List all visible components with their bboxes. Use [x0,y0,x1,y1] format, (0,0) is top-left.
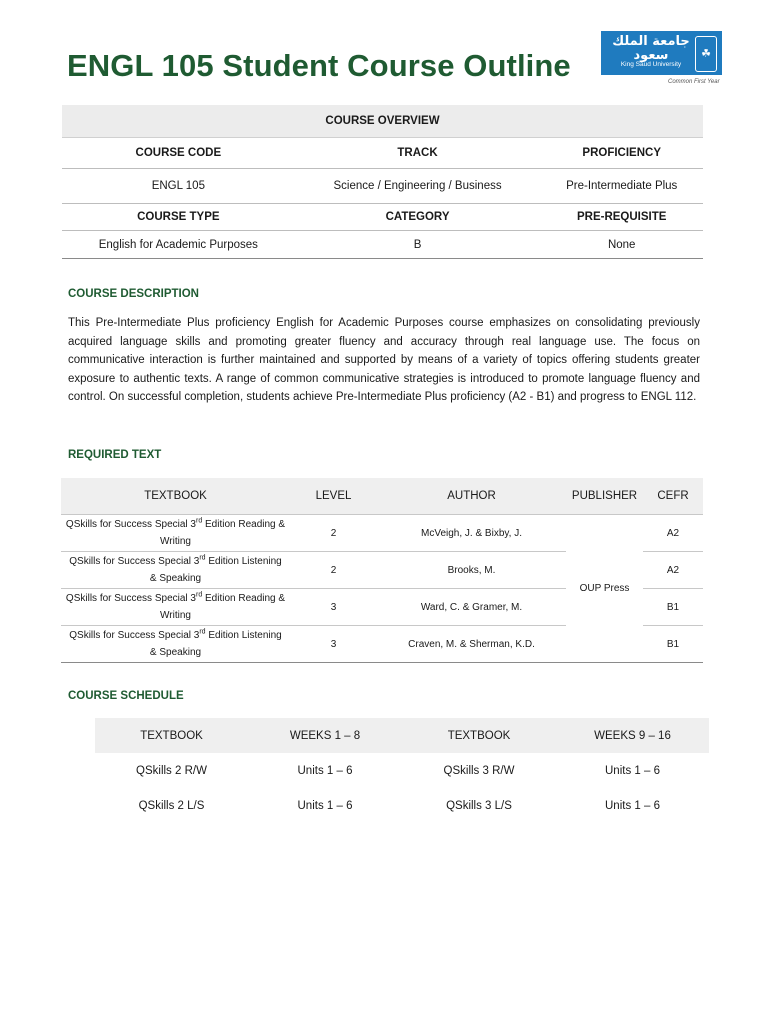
logo-english-text: King Saud University [620,61,682,68]
cefr-cell: B1 [643,626,703,663]
track-value: Science / Engineering / Business [295,169,541,204]
university-logo [601,31,722,75]
table-row [95,753,709,788]
proficiency-value: Pre-Intermediate Plus [540,169,703,204]
textbook-cell: QSkills for Success Special 3rd Edition Listening & Speaking [61,552,290,589]
category-label: CATEGORY [295,204,541,231]
logo-arabic-text: جامعة الملك سعود [612,34,690,63]
cefr-cell: B1 [643,589,703,626]
required-text-table [61,478,703,663]
schedule-cell: Units 1 – 6 [605,764,660,777]
course-code-label: COURSE CODE [62,138,295,169]
course-code-value: ENGL 105 [62,169,295,204]
table-row [95,788,709,823]
schedule-col-textbook-2: TEXTBOOK [402,718,556,753]
page-title: ENGL 105 Student Course Outline [67,48,571,83]
course-overview-table [62,105,703,259]
course-schedule-table [95,718,709,823]
logo-subtitle: Common First Year [668,79,720,85]
overview-header: COURSE OVERVIEW [62,105,703,138]
level-cell: 3 [290,626,377,663]
col-level: LEVEL [290,478,377,515]
col-textbook: TEXTBOOK [61,478,290,515]
level-cell: 2 [290,552,377,589]
schedule-cell: QSkills 2 L/S [138,799,205,812]
schedule-cell: Units 1 – 6 [297,799,353,812]
prerequisite-label: PRE-REQUISITE [540,204,703,231]
track-label: TRACK [295,138,541,169]
textbook-cell: QSkills for Success Special 3rd Edition Listening & Speaking [61,626,290,663]
schedule-cell: QSkills 2 R/W [136,764,207,777]
col-cefr: CEFR [643,478,703,515]
level-cell: 2 [290,515,377,552]
col-publisher: PUBLISHER [566,478,643,515]
proficiency-label: PROFICIENCY [540,138,703,169]
schedule-col-weeks-1-8: WEEKS 1 – 8 [248,718,402,753]
required-text-heading: REQUIRED TEXT [68,449,162,461]
category-value: B [295,231,541,259]
palm-emblem-icon: ☘ [695,36,717,72]
course-description-heading: COURSE DESCRIPTION [68,288,199,300]
textbook-cell: QSkills for Success Special 3rd Edition Reading & Writing [61,589,290,626]
schedule-cell: Units 1 – 6 [297,764,353,777]
course-description-text: This Pre-Intermediate Plus proficiency English for Academic Purposes course emphasizes on consolidating previously acquired language skills and promoting greater fluency and accuracy through real language use. The focus on communicative interaction is further maintained and supported by means of a variety of topics offering students greater exposure to authentic texts. A range of common communicative strategies is introduced to promote language fluency and control. On successful completion, students achieve Pre-Intermediate Plus proficiency (A2 - B1) and progress to ENGL 112. [68,317,700,403]
publisher-cell: OUP Press [566,515,643,663]
schedule-col-weeks-9-16: WEEKS 9 – 16 [556,718,709,753]
course-schedule-heading: COURSE SCHEDULE [68,690,184,702]
schedule-cell: Units 1 – 6 [605,799,660,812]
cefr-cell: A2 [643,552,703,589]
textbook-cell: QSkills for Success Special 3rd Edition Reading & Writing [61,515,290,552]
schedule-cell: QSkills 3 L/S [446,799,512,812]
col-author: AUTHOR [377,478,566,515]
course-type-label: COURSE TYPE [62,204,295,231]
schedule-col-textbook: TEXTBOOK [95,718,248,753]
author-cell: Craven, M. & Sherman, K.D. [377,626,566,663]
author-cell: McVeigh, J. & Bixby, J. [377,515,566,552]
table-row [61,515,703,552]
schedule-cell: QSkills 3 R/W [443,764,515,777]
author-cell: Ward, C. & Gramer, M. [377,589,566,626]
level-cell: 3 [290,589,377,626]
cefr-cell: A2 [643,515,703,552]
course-type-value: English for Academic Purposes [62,231,295,259]
prerequisite-value: None [540,231,703,259]
author-cell: Brooks, M. [377,552,566,589]
